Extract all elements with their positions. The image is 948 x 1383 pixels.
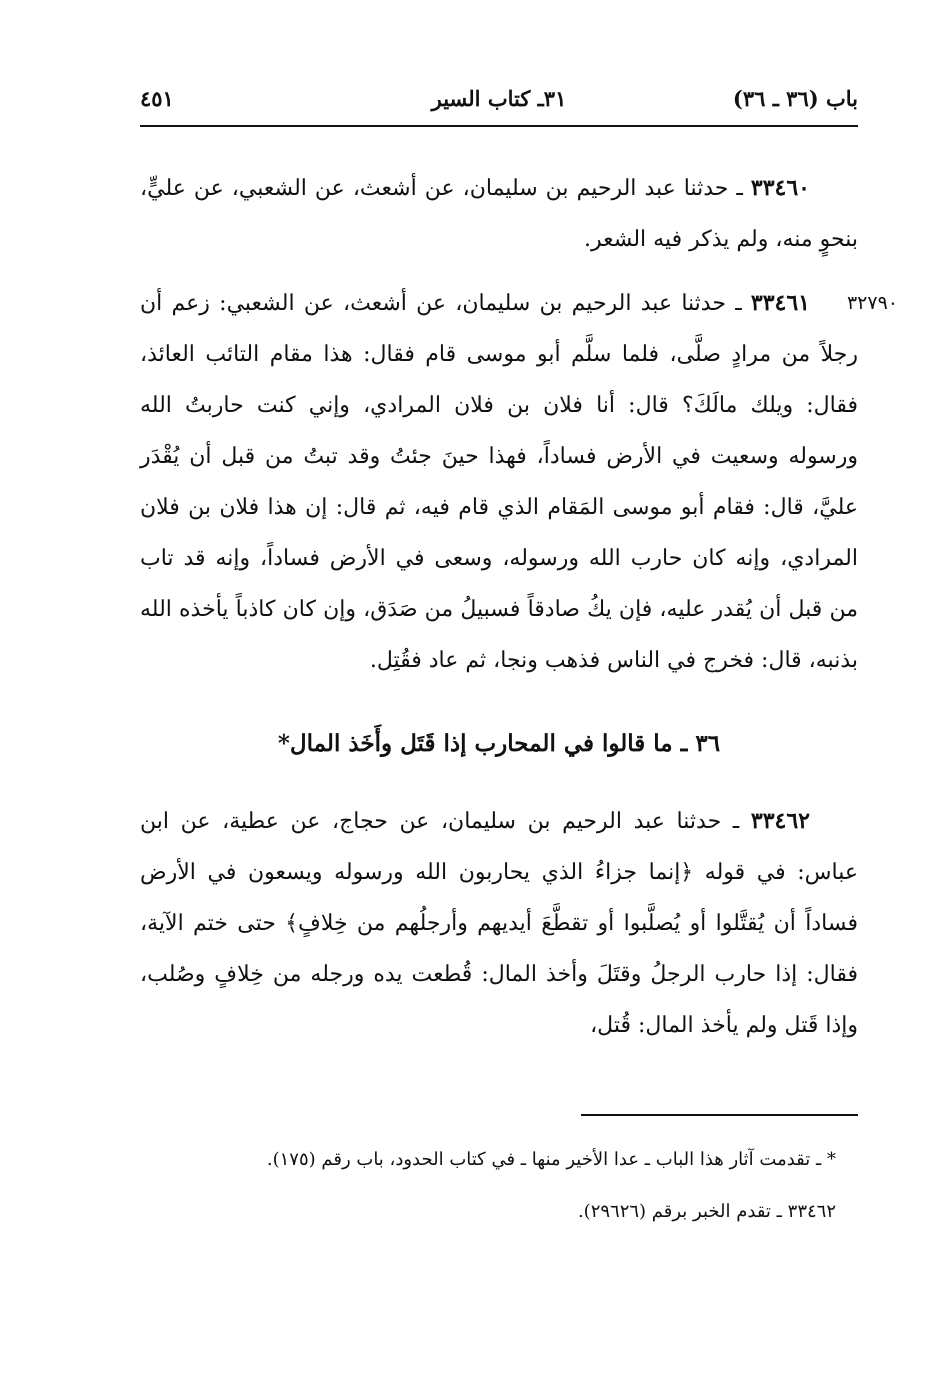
header-rule: [140, 125, 858, 127]
running-header: [140, 86, 858, 122]
hadith-number: ٣٣٤٦٠: [750, 175, 810, 201]
page-number: ٤٥١: [140, 86, 174, 111]
hadith-text: ـ حدثنا عبد الرحيم بن سليمان، عن حجاج، عن عطية، عن ابن عباس: في قوله ﴿إنما جزاءُ الذي يحاربون الله ورسوله ويسعون في الأرض فساداً أن يُقتَّلوا أو يُصلَّبوا أو تقطَّعَ أيديهم وأرجلُهم من خِلافٍ﴾ حتى ختم الآية، فقال: إذا حارب الرجلُ وقتَلَ وأخذ المال: قُطعت يده ورجله من خِلافٍ وصُلب، وإذا قَتل ولم يأخذ المال: قُتل،: [140, 809, 858, 1038]
hadith-text: ـ حدثنا عبد الرحيم بن سليمان، عن أشعث، عن الشعبي، عن عليٍّ، بنحوٍ منه، ولم يذكر فيه الشعر.: [140, 176, 858, 252]
footnote: * ـ تقدمت آثار هذا الباب ـ عدا الأخير منها ـ في كتاب الحدود، باب رقم (١٧٥).: [266, 1149, 836, 1170]
footnote: ٣٣٤٦٢ ـ تقدم الخبر برقم (٢٩٦٢٦).: [577, 1201, 836, 1222]
footnotes: [140, 1140, 858, 1232]
header-book-title: ٣١ـ كتاب السير: [431, 86, 567, 111]
footnote-separator: [581, 1114, 858, 1116]
hadith-paragraph: [140, 796, 858, 1051]
header-chapter: باب (٣٦ ـ ٣٦): [732, 86, 858, 111]
hadith-number: ٣٣٤٦٢: [750, 808, 810, 834]
hadith-paragraph: [140, 278, 898, 686]
margin-reference-number: ٣٢٧٩٠: [846, 292, 898, 314]
main-text: [140, 163, 898, 1051]
chapter-heading: ٣٦ ـ ما قالوا في المحارب إذا قَتَل وأَخَذ المال*: [277, 730, 721, 757]
hadith-paragraph: [140, 163, 858, 265]
hadith-text: ـ حدثنا عبد الرحيم بن سليمان، عن أشعث، عن الشعبي: زعم أن رجلاً من مرادٍ صلَّى، فلما سلَّم أبو موسى قام فقال: هذا مقام التائب العائذ، فقال: ويلك مالَكَ؟ قال: أنا فلان بن فلان المرادي، وإني كنت حاربتُ الله ورسوله وسعيت في الأرض فساداً، فهذا حينَ جئتُ وقد تبتُ من قبل أن يُقْدَر عليَّ، قال: فقام أبو موسى المَقام الذي قام فيه، ثم قال: إن هذا فلان بن فلان المرادي، وإنه كان حارب الله ورسوله، وسعى في الأرض فساداً، وإنه قد تاب من قبل أن يُقدر عليه، فإن يكُ صادقاً فسبيلُ من صَدَق، وإن كان كاذباً يأخذه الله بذنبه، قال: فخرج في الناس فذهب ونجا، ثم عاد فقُتِل.: [140, 291, 858, 673]
hadith-number: ٣٣٤٦١: [750, 290, 810, 316]
